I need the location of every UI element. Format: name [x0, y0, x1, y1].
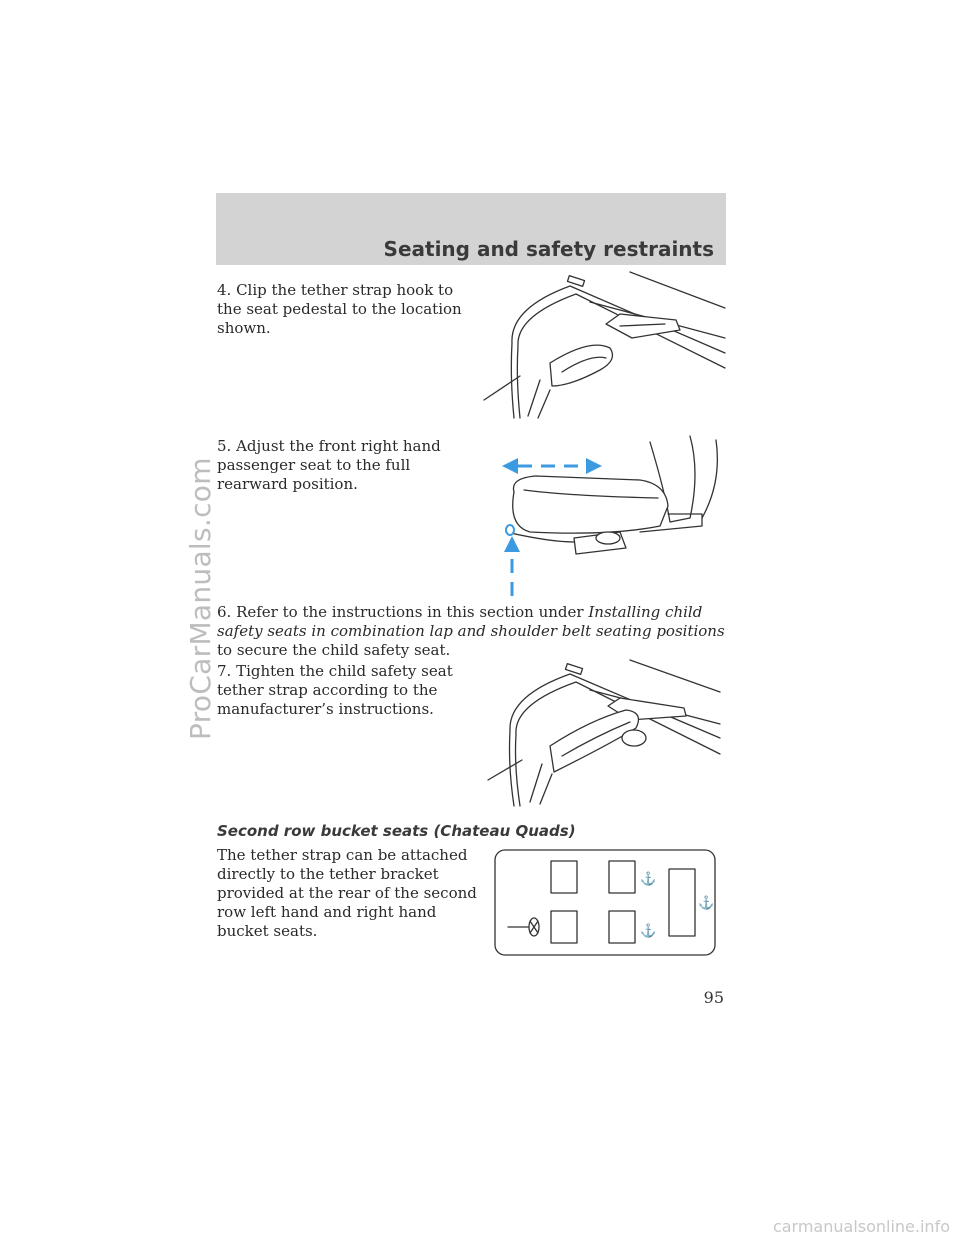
- anchor-icon: ⚓: [640, 872, 657, 887]
- anchor-icon: ⚓: [640, 924, 657, 939]
- anchor-icon: ⚓: [698, 896, 715, 911]
- seating-layout-diagram: [494, 849, 716, 956]
- chateau-quads-body: The tether strap can be attached directly to the tether bracket provided at the rear of the second row left hand and right hand bucket seats.: [217, 846, 477, 940]
- step-6-text: [217, 603, 725, 660]
- section-title: Seating and safety restraints: [383, 237, 714, 261]
- section-header: [216, 193, 726, 265]
- step-6-tail: to secure the child safety seat.: [217, 641, 451, 659]
- bottom-watermark: carmanualsonline.info: [772, 1217, 950, 1236]
- tether-hook-pedestal-illustration: [480, 268, 730, 418]
- tightened-tether-strap-illustration: [480, 656, 730, 806]
- side-watermark: ProCarManuals.com: [184, 457, 217, 740]
- step-5-text: 5. Adjust the front right hand passenger seat to the full rearward position.: [217, 437, 441, 493]
- step-6-lead: 6. Refer to the instructions in this section under: [217, 603, 589, 621]
- chateau-quads-heading: Second row bucket seats (Chateau Quads): [217, 822, 576, 840]
- step-7-text: 7. Tighten the child safety seat tether strap according to the manufacturer’s instructions.: [217, 662, 453, 718]
- step-6-section-reference: Installing child safety seats in combination lap and shoulder belt seating positions: [217, 603, 725, 640]
- step-4-text: 4. Clip the tether strap hook to the seat pedestal to the location shown.: [217, 281, 462, 337]
- seat-rearward-position-illustration: [490, 432, 730, 602]
- page-number: 95: [703, 988, 724, 1007]
